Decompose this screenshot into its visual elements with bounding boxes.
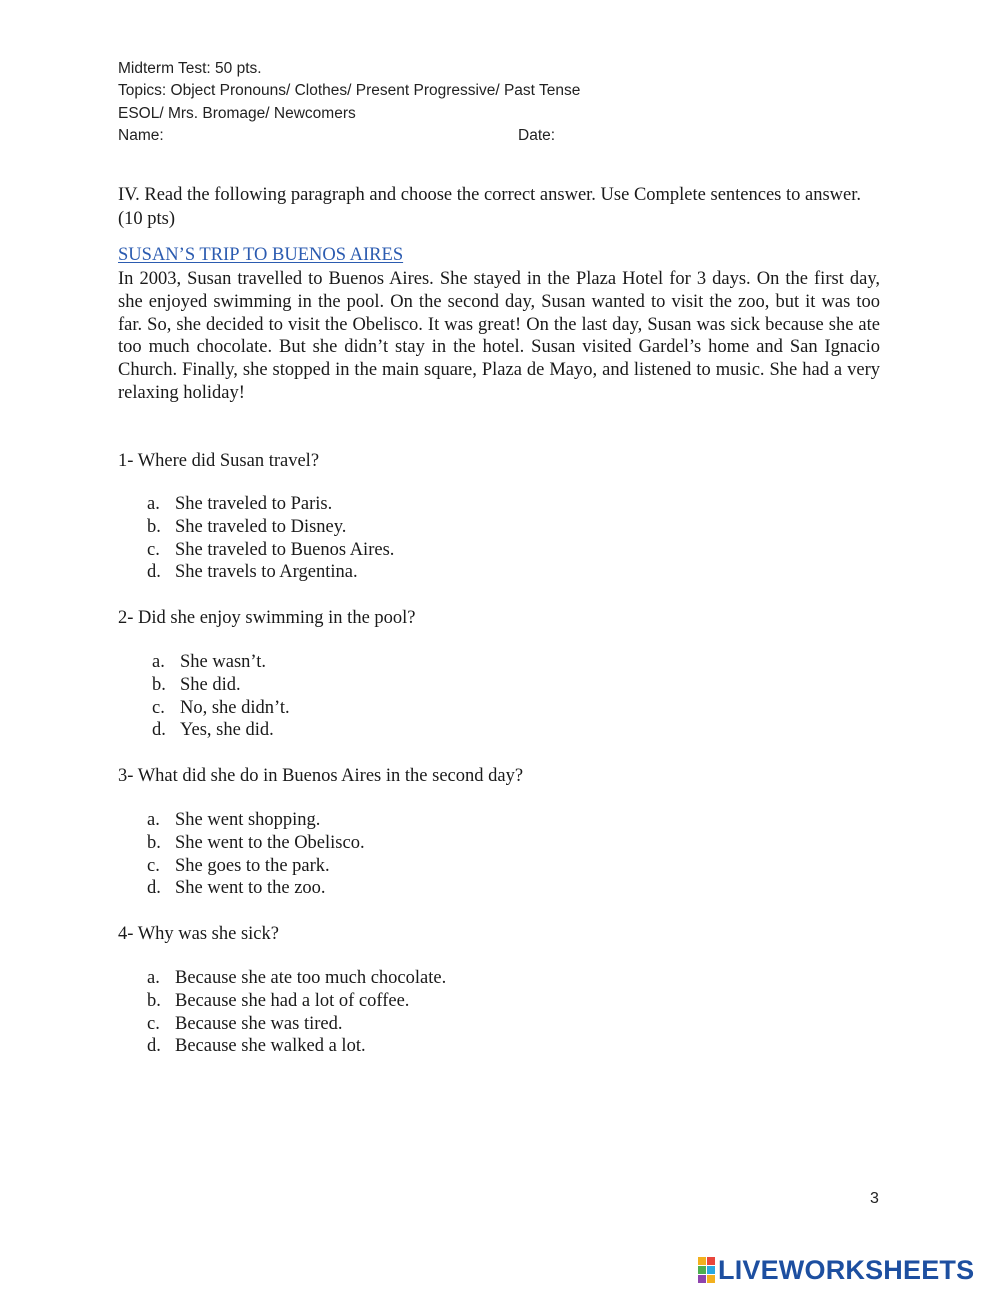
option-letter: b. bbox=[152, 674, 166, 695]
option-1a[interactable] bbox=[147, 493, 394, 516]
option-text: She went to the zoo. bbox=[175, 878, 326, 899]
question-4-options bbox=[147, 967, 446, 1058]
option-2d[interactable] bbox=[152, 719, 290, 742]
option-text: Because she walked a lot. bbox=[175, 1036, 366, 1057]
option-text: Because she had a lot of coffee. bbox=[175, 990, 410, 1011]
option-letter: b. bbox=[147, 990, 161, 1011]
option-letter: c. bbox=[147, 855, 160, 876]
option-1d[interactable] bbox=[147, 561, 394, 584]
option-text: Because she ate too much chocolate. bbox=[175, 968, 447, 988]
option-letter: d. bbox=[147, 1036, 161, 1057]
option-3d[interactable] bbox=[147, 877, 365, 900]
option-text: She traveled to Buenos Aires. bbox=[175, 539, 395, 560]
question-3: 3- What did she do in Buenos Aires in the second day? bbox=[118, 766, 524, 786]
header-topics: Topics: Object Pronouns/ Clothes/ Present Progressive/ Past Tense bbox=[118, 82, 581, 100]
option-letter: d. bbox=[147, 878, 161, 899]
option-4c[interactable] bbox=[147, 1013, 446, 1036]
date-label: Date: bbox=[518, 127, 556, 144]
option-1b[interactable] bbox=[147, 516, 394, 539]
logo-tile bbox=[707, 1275, 715, 1283]
logo-tile bbox=[707, 1266, 715, 1274]
question-1-options bbox=[147, 493, 394, 584]
option-letter: c. bbox=[147, 539, 160, 560]
liveworksheets-logo bbox=[698, 1255, 974, 1285]
option-letter: c. bbox=[152, 697, 165, 718]
option-3c[interactable] bbox=[147, 855, 365, 878]
option-text: She traveled to Paris. bbox=[175, 494, 333, 514]
option-2b[interactable] bbox=[152, 674, 290, 697]
logo-tile bbox=[707, 1257, 715, 1265]
option-4a[interactable] bbox=[147, 967, 446, 990]
option-letter: d. bbox=[147, 562, 161, 583]
question-2-options bbox=[152, 651, 290, 742]
option-letter: b. bbox=[147, 516, 161, 537]
brand-name: LIVEWORKSHEETS bbox=[718, 1254, 975, 1285]
option-text: No, she didn’t. bbox=[180, 697, 290, 718]
option-letter: a. bbox=[147, 968, 160, 988]
question-3-options bbox=[147, 809, 365, 900]
logo-tile bbox=[698, 1266, 706, 1274]
option-letter: b. bbox=[147, 832, 161, 853]
liveworksheets-icon bbox=[698, 1257, 715, 1283]
logo-tile bbox=[698, 1275, 706, 1283]
option-4b[interactable] bbox=[147, 990, 446, 1013]
logo-tile bbox=[698, 1257, 706, 1265]
option-letter: a. bbox=[152, 652, 165, 672]
option-4d[interactable] bbox=[147, 1035, 446, 1058]
instructions: IV. Read the following paragraph and choose the correct answer. Use Complete sentences to answer. (10 pts) bbox=[118, 185, 862, 229]
option-2a[interactable] bbox=[152, 651, 290, 674]
option-text: Because she was tired. bbox=[175, 1013, 343, 1034]
option-text: She travels to Argentina. bbox=[175, 562, 358, 583]
option-text: She went to the Obelisco. bbox=[175, 832, 365, 853]
option-letter: c. bbox=[147, 1013, 160, 1034]
header-title: Midterm Test: 50 pts. bbox=[118, 60, 262, 77]
name-label: Name: bbox=[118, 126, 164, 144]
question-4: 4- Why was she sick? bbox=[118, 924, 279, 944]
question-1: 1- Where did Susan travel? bbox=[118, 451, 320, 471]
option-3a[interactable] bbox=[147, 809, 365, 832]
story-title: SUSAN’S TRIP TO BUENOS AIRES bbox=[118, 245, 404, 265]
option-letter: d. bbox=[152, 720, 166, 741]
option-letter: a. bbox=[147, 494, 160, 514]
story-paragraph: In 2003, Susan travelled to Buenos Aires. She stayed in the Plaza Hotel for 3 days. On the first day, she enjoyed swimming in the pool. On the second day, Susan wanted to visit the zoo, but it was too far. So, she decided to visit the Obelisco. It was great! On the last day, Susan was sick because she ate too much chocolate. But she didn’t stay in the hotel. Susan visited Gardel’s home and San Ignacio Church. Finally, she stopped in the main square, Plaza de Mayo, and listened to music. She had a very relaxing holiday! bbox=[118, 269, 880, 403]
option-1c[interactable] bbox=[147, 539, 394, 562]
option-2c[interactable] bbox=[152, 697, 290, 720]
option-text: Yes, she did. bbox=[180, 720, 274, 741]
question-2: 2- Did she enjoy swimming in the pool? bbox=[118, 608, 416, 628]
option-3b[interactable] bbox=[147, 832, 365, 855]
option-text: She wasn’t. bbox=[180, 652, 266, 672]
option-text: She goes to the park. bbox=[175, 855, 330, 876]
header-class-info: ESOL/ Mrs. Bromage/ Newcomers bbox=[118, 104, 356, 122]
option-text: She did. bbox=[180, 674, 241, 695]
option-text: She traveled to Disney. bbox=[175, 516, 347, 537]
page-number: 3 bbox=[870, 1190, 879, 1207]
option-letter: a. bbox=[147, 810, 160, 830]
option-text: She went shopping. bbox=[175, 810, 321, 830]
test-header bbox=[118, 58, 580, 147]
